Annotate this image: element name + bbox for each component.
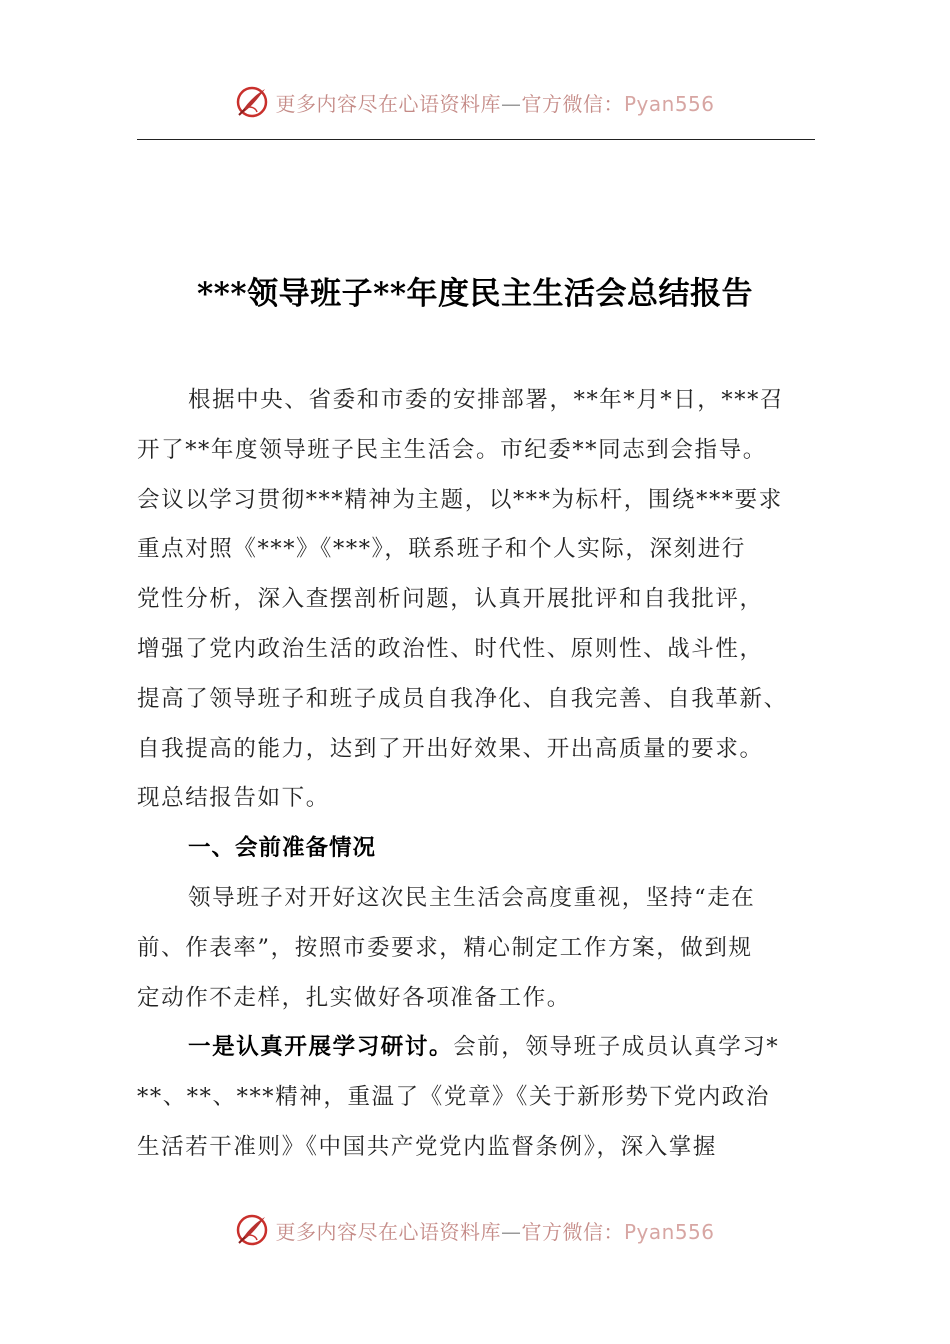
paragraph-line: 领导班子对开好这次民主生活会高度重视，坚持“走在 [188,884,756,911]
paragraph-line: 党性分析，深入查摆剖析问题，认真开展批评和自我批评， [137,586,764,613]
paragraph-line: 增强了党内政治生活的政治性、时代性、原则性、战斗性， [137,635,764,662]
paragraph-text: 会前，领导班子成员认真学习* [453,1034,780,1061]
paragraph-line: 根据中央、省委和市委的安排部署，**年*月*日，***召 [188,387,785,413]
paragraph-line: **、**、***精神，重温了《党章》《关于新形势下党内政治 [137,1084,771,1111]
footer-watermark [0,1208,950,1252]
quill-logo-icon [235,1213,269,1247]
paragraph-lead: 一是认真开展学习研讨。 [188,1034,454,1061]
header-watermark [0,80,950,124]
paragraph-line: 重点对照《***》《***》，联系班子和个人实际，深刻进行 [137,536,746,563]
paragraph-line: 定动作不走样，扎实做好各项准备工作。 [137,984,571,1011]
document-body [137,376,827,1173]
watermark-text: 更多内容尽在心语资料库—官方微信：Pyan556 [275,91,715,116]
paragraph-line [137,1023,827,1073]
header-divider [137,139,815,140]
quill-logo-icon [235,85,269,119]
paragraph-line: 前、作表率”，按照市委要求，精心制定工作方案，做到规 [137,934,753,961]
document-title: ***领导班子**年度民主生活会总结报告 [196,276,754,312]
paragraph-line: 现总结报告如下。 [137,785,330,812]
paragraph-line: 自我提高的能力，达到了开出好效果、开出高质量的要求。 [137,735,764,762]
section-heading: 一、会前准备情况 [188,835,377,862]
watermark-text: 更多内容尽在心语资料库—官方微信：Pyan556 [275,1219,715,1244]
paragraph-line: 提高了领导班子和班子成员自我净化、自我完善、自我革新、 [137,685,788,712]
paragraph-line: 生活若干准则》《中国共产党党内监督条例》，深入掌握 [137,1133,718,1160]
paragraph-line: 开了**年度领导班子民主生活会。市纪委**同志到会指导。 [137,436,767,463]
paragraph-line: 会议以学习贯彻***精神为主题，以***为标杆，围绕***要求 [137,486,783,513]
